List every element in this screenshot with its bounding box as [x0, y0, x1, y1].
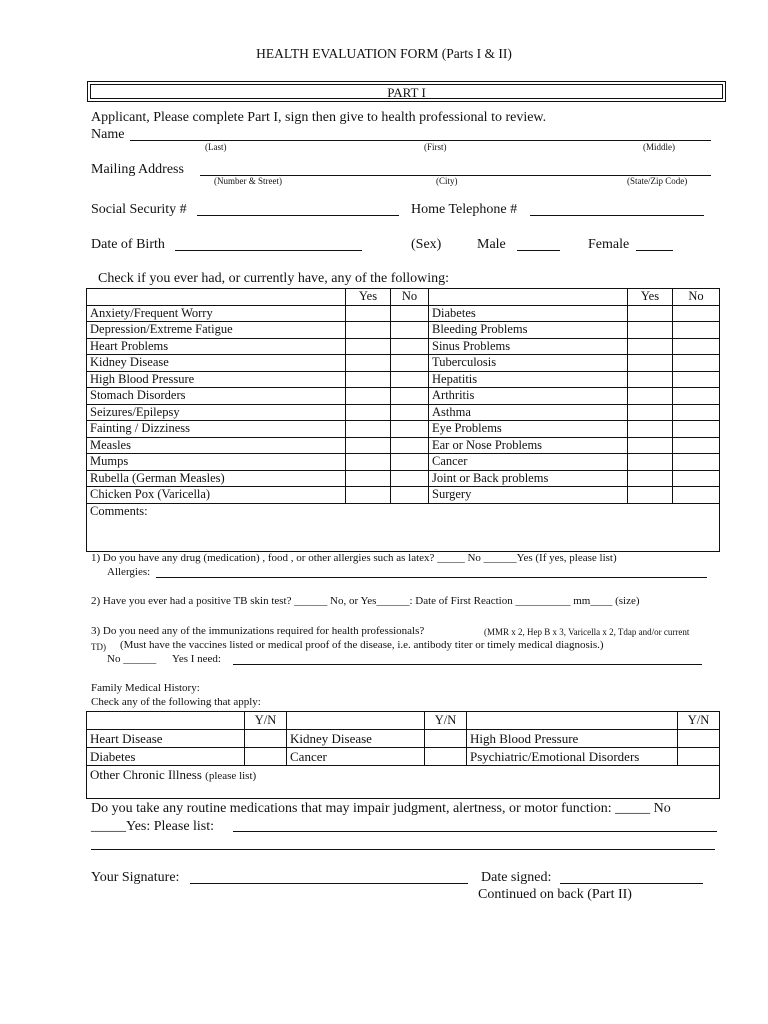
- condition-yes-checkbox[interactable]: [346, 322, 391, 339]
- family-condition-label: Cancer: [287, 748, 425, 766]
- other-illness-note: (please list): [205, 770, 257, 782]
- condition-yes-checkbox[interactable]: [628, 487, 673, 504]
- q3-need-field[interactable]: [233, 653, 702, 665]
- condition-label: Diabetes: [429, 305, 628, 322]
- condition-yes-checkbox[interactable]: [346, 470, 391, 487]
- condition-label: Hepatitis: [429, 371, 628, 388]
- other-illness-label: Other Chronic Illness: [90, 767, 202, 782]
- condition-yes-checkbox[interactable]: [346, 454, 391, 471]
- condition-label: Heart Problems: [87, 338, 346, 355]
- q3-note: (MMR x 2, Hep B x 3, Varicella x 2, Tdap and/or current: [484, 627, 690, 637]
- name-middle-hint: (Middle): [643, 142, 675, 152]
- date-signed-field[interactable]: [560, 871, 703, 884]
- address-street-hint: (Number & Street): [214, 176, 282, 186]
- phone-field[interactable]: [530, 203, 704, 216]
- condition-yes-checkbox[interactable]: [628, 437, 673, 454]
- condition-label: High Blood Pressure: [87, 371, 346, 388]
- meds-yes-label: _____Yes: Please list:: [91, 819, 215, 834]
- name-field[interactable]: [130, 128, 711, 141]
- family-condition-label: Psychiatric/Emotional Disorders: [467, 748, 678, 766]
- name-last-hint: (Last): [205, 142, 227, 152]
- q2-text: 2) Have you ever had a positive TB skin test? ______ No, or Yes______: Date of First Reaction __________ mm____ (size): [91, 595, 640, 607]
- dob-label: Date of Birth: [91, 237, 165, 252]
- condition-yes-checkbox[interactable]: [346, 421, 391, 438]
- address-state-hint: (State/Zip Code): [627, 176, 688, 186]
- condition-label: Depression/Extreme Fatigue: [87, 322, 346, 339]
- condition-label: Bleeding Problems: [429, 322, 628, 339]
- condition-no-checkbox[interactable]: [673, 437, 720, 454]
- family-condition-label: High Blood Pressure: [467, 730, 678, 748]
- conditions-intro: Check if you ever had, or currently have, any of the following:: [98, 271, 450, 286]
- condition-no-checkbox[interactable]: [391, 470, 429, 487]
- condition-row: [87, 487, 720, 504]
- condition-no-checkbox[interactable]: [391, 305, 429, 322]
- conditions-yes-header: Yes: [346, 289, 391, 306]
- allergies-field[interactable]: [156, 566, 707, 578]
- condition-yes-checkbox[interactable]: [628, 322, 673, 339]
- male-field[interactable]: [517, 238, 560, 251]
- phone-label: Home Telephone #: [411, 202, 518, 217]
- conditions-no-header: No: [391, 289, 429, 306]
- condition-no-checkbox[interactable]: [673, 470, 720, 487]
- conditions-header-blank-right: [429, 289, 628, 306]
- condition-no-checkbox[interactable]: [673, 388, 720, 405]
- q3-no: No ______: [107, 653, 157, 665]
- condition-no-checkbox[interactable]: [673, 454, 720, 471]
- signature-field[interactable]: [190, 871, 468, 884]
- ssn-label: Social Security #: [91, 202, 187, 217]
- condition-yes-checkbox[interactable]: [346, 388, 391, 405]
- condition-yes-checkbox[interactable]: [628, 338, 673, 355]
- conditions-no-header: No: [673, 289, 720, 306]
- other-chronic-illness-field[interactable]: [87, 766, 720, 799]
- family-header-blank: [467, 712, 678, 730]
- condition-no-checkbox[interactable]: [391, 421, 429, 438]
- q3-yes-need: Yes I need:: [172, 653, 221, 665]
- condition-yes-checkbox[interactable]: [628, 404, 673, 421]
- dob-field[interactable]: [175, 238, 362, 251]
- condition-label: Stomach Disorders: [87, 388, 346, 405]
- condition-yes-checkbox[interactable]: [346, 487, 391, 504]
- family-yn-cell[interactable]: [245, 730, 287, 748]
- condition-label: Anxiety/Frequent Worry: [87, 305, 346, 322]
- family-condition-label: Kidney Disease: [287, 730, 425, 748]
- condition-no-checkbox[interactable]: [391, 454, 429, 471]
- meds-list-field-2[interactable]: [91, 837, 715, 850]
- date-signed-label: Date signed:: [481, 870, 552, 885]
- address-city-hint: (City): [436, 176, 458, 186]
- part-one-label: PART I: [90, 84, 723, 99]
- condition-yes-checkbox[interactable]: [346, 355, 391, 372]
- condition-row: [87, 371, 720, 388]
- male-label: Male: [477, 237, 506, 252]
- family-header-blank: [87, 712, 245, 730]
- condition-label: Seizures/Epilepsy: [87, 404, 346, 421]
- condition-no-checkbox[interactable]: [391, 404, 429, 421]
- condition-no-checkbox[interactable]: [391, 371, 429, 388]
- family-condition-label: Heart Disease: [87, 730, 245, 748]
- female-label: Female: [588, 237, 630, 252]
- family-yn-cell[interactable]: [425, 730, 467, 748]
- condition-no-checkbox[interactable]: [391, 322, 429, 339]
- condition-label: Fainting / Dizziness: [87, 421, 346, 438]
- condition-label: Asthma: [429, 404, 628, 421]
- family-yn-cell[interactable]: [678, 730, 720, 748]
- condition-no-checkbox[interactable]: [391, 355, 429, 372]
- condition-no-checkbox[interactable]: [673, 355, 720, 372]
- condition-yes-checkbox[interactable]: [628, 388, 673, 405]
- condition-label: Surgery: [429, 487, 628, 504]
- comments-field[interactable]: Comments:: [87, 503, 720, 551]
- family-yn-cell[interactable]: [678, 748, 720, 766]
- condition-label: Chicken Pox (Varicella): [87, 487, 346, 504]
- condition-no-checkbox[interactable]: [673, 322, 720, 339]
- condition-no-checkbox[interactable]: [391, 487, 429, 504]
- condition-row: [87, 470, 720, 487]
- condition-yes-checkbox[interactable]: [346, 305, 391, 322]
- condition-row: [87, 305, 720, 322]
- condition-no-checkbox[interactable]: [673, 305, 720, 322]
- condition-yes-checkbox[interactable]: [628, 470, 673, 487]
- condition-no-checkbox[interactable]: [673, 487, 720, 504]
- conditions-yes-header: Yes: [628, 289, 673, 306]
- q3-td: TD): [91, 642, 106, 652]
- female-field[interactable]: [636, 238, 673, 251]
- signature-label: Your Signature:: [91, 870, 180, 885]
- family-header-row: [87, 712, 720, 730]
- condition-no-checkbox[interactable]: [673, 371, 720, 388]
- condition-label: Rubella (German Measles): [87, 470, 346, 487]
- condition-row: [87, 404, 720, 421]
- family-yn-header: Y/N: [425, 712, 467, 730]
- q3-text: 3) Do you need any of the immunizations required for health professionals?: [91, 625, 425, 637]
- condition-label: Tuberculosis: [429, 355, 628, 372]
- condition-row: [87, 322, 720, 339]
- form-title: HEALTH EVALUATION FORM (Parts I & II): [256, 46, 512, 61]
- name-first-hint: (First): [424, 142, 447, 152]
- condition-yes-checkbox[interactable]: [628, 454, 673, 471]
- condition-yes-checkbox[interactable]: [628, 421, 673, 438]
- family-row: [87, 730, 720, 748]
- comments-row: [87, 503, 720, 551]
- condition-yes-checkbox[interactable]: [628, 371, 673, 388]
- condition-row: [87, 421, 720, 438]
- condition-yes-checkbox[interactable]: [346, 371, 391, 388]
- condition-label: Arthritis: [429, 388, 628, 405]
- condition-row: [87, 437, 720, 454]
- part-one-header: [87, 81, 726, 102]
- sex-label: (Sex): [411, 237, 442, 252]
- family-yn-cell[interactable]: [245, 748, 287, 766]
- family-title: Family Medical History:: [91, 682, 200, 694]
- condition-no-checkbox[interactable]: [673, 338, 720, 355]
- condition-label: Ear or Nose Problems: [429, 437, 628, 454]
- family-yn-cell[interactable]: [425, 748, 467, 766]
- q3-line2: (Must have the vaccines listed or medical proof of the disease, i.e. antibody titer or timely medical diagnosis.): [120, 639, 604, 651]
- allergies-label: Allergies:: [107, 566, 151, 578]
- condition-yes-checkbox[interactable]: [628, 355, 673, 372]
- condition-yes-checkbox[interactable]: [346, 404, 391, 421]
- condition-no-checkbox[interactable]: [673, 421, 720, 438]
- condition-row: [87, 355, 720, 372]
- family-other-row: [87, 766, 720, 799]
- condition-row: [87, 388, 720, 405]
- family-condition-label: Diabetes: [87, 748, 245, 766]
- ssn-field[interactable]: [197, 203, 399, 216]
- condition-yes-checkbox[interactable]: [346, 437, 391, 454]
- condition-label: Cancer: [429, 454, 628, 471]
- family-yn-header: Y/N: [245, 712, 287, 730]
- condition-row: [87, 454, 720, 471]
- condition-label: Joint or Back problems: [429, 470, 628, 487]
- continued-note: Continued on back (Part II): [478, 887, 632, 902]
- condition-label: Eye Problems: [429, 421, 628, 438]
- condition-no-checkbox[interactable]: [391, 437, 429, 454]
- meds-list-field[interactable]: [233, 819, 717, 832]
- name-label: Name: [91, 127, 125, 142]
- conditions-header-row: [87, 289, 720, 306]
- address-field[interactable]: [200, 163, 711, 176]
- condition-row: [87, 338, 720, 355]
- condition-no-checkbox[interactable]: [391, 338, 429, 355]
- condition-no-checkbox[interactable]: [391, 388, 429, 405]
- family-header-blank: [287, 712, 425, 730]
- condition-label: Measles: [87, 437, 346, 454]
- family-subtitle: Check any of the following that apply:: [91, 696, 261, 708]
- family-row: [87, 748, 720, 766]
- address-label: Mailing Address: [91, 162, 184, 177]
- condition-no-checkbox[interactable]: [673, 404, 720, 421]
- conditions-table: [86, 288, 720, 552]
- family-yn-header: Y/N: [678, 712, 720, 730]
- family-history-table: [86, 711, 720, 799]
- conditions-header-blank-left: [87, 289, 346, 306]
- condition-label: Kidney Disease: [87, 355, 346, 372]
- condition-label: Mumps: [87, 454, 346, 471]
- condition-label: Sinus Problems: [429, 338, 628, 355]
- condition-yes-checkbox[interactable]: [346, 338, 391, 355]
- condition-yes-checkbox[interactable]: [628, 305, 673, 322]
- instruction-text: Applicant, Please complete Part I, sign then give to health professional to review.: [91, 110, 547, 125]
- meds-question: Do you take any routine medications that may impair judgment, alertness, or motor function: _____ No: [91, 801, 671, 816]
- q1-text: 1) Do you have any drug (medication) , food , or other allergies such as latex? _____ No ______Yes (If yes, please list): [91, 552, 617, 564]
